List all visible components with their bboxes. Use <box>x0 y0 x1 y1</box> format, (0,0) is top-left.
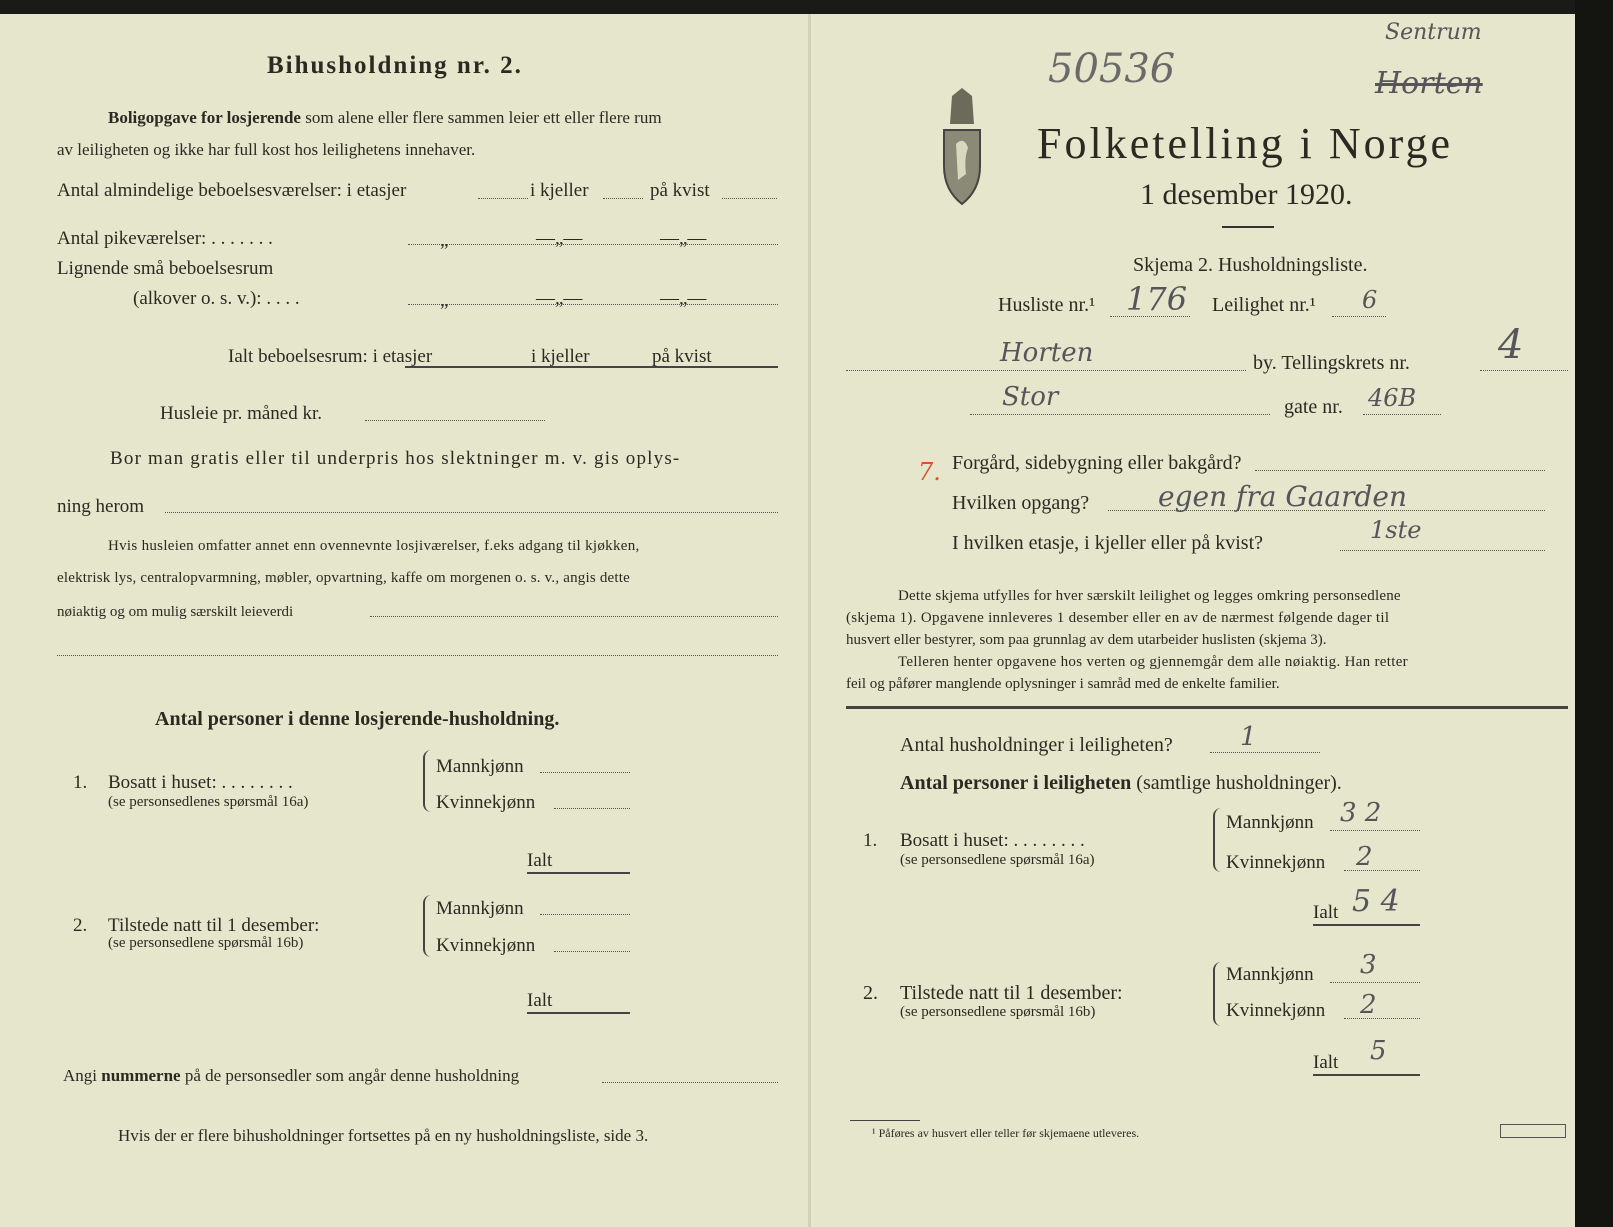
ialt-label: Ialt <box>527 850 553 871</box>
q2-mann-value: 3 <box>1360 950 1377 980</box>
info-text: Dette skjema utfylles for hver særskilt leilighet og legges omkring personsedlene <box>898 588 1401 604</box>
persons-heading-rest: (samtlige husholdninger). <box>1136 772 1342 794</box>
intro-text: som alene eller flere sammen leier ett eller flere rum <box>305 108 662 127</box>
hvis-text: nøiaktig og om mulig særskilt leieverdi <box>57 604 294 620</box>
norway-coat-of-arms-icon <box>940 86 984 206</box>
mann-label: Mannkjønn <box>1226 964 1314 985</box>
hvis-text: Hvis husleien omfatter annet enn ovennevnte losjiværelser, f.eks adgang til kjøkken, <box>108 538 640 554</box>
intro-line2: av leiligheten og ikke har full kost hos leilighetens innehaver. <box>57 140 476 159</box>
households-label: Antal husholdninger i leiligheten? <box>900 734 1173 756</box>
ditto: —„— <box>536 288 583 309</box>
q2-kvinne-value: 2 <box>1360 990 1377 1020</box>
kvinne-label: Kvinnekjønn <box>1226 852 1326 873</box>
street-value: Stor <box>1002 382 1059 412</box>
q2-sub: (se personsedlene spørsmål 16b) <box>900 1004 1096 1020</box>
q2-number: 2. <box>73 915 88 936</box>
mann-label: Mannkjønn <box>436 756 524 777</box>
angi-text: Angi <box>63 1066 97 1085</box>
left-title: Bihusholdning nr. 2. <box>267 52 523 79</box>
gratis-text: ning herom <box>57 496 145 517</box>
i-kjeller-label: i kjeller <box>531 346 590 367</box>
city-value: Horten <box>1000 338 1094 368</box>
hvis-text: elektrisk lys, centralopvarmning, møbler, opvartning, kaffe om morgenen o. s. v., angis dette <box>57 570 631 586</box>
gate-value: 46B <box>1368 384 1417 412</box>
etasje-value: 1ste <box>1370 516 1422 544</box>
info-text: feil og påfører manglende oplysninger i samråd med de enkelte familier. <box>846 676 1280 692</box>
pike-label: Antal pikeværelser: . . . . . . . <box>57 228 273 249</box>
archive-number: 50536 <box>1048 46 1176 92</box>
ditto: —„— <box>660 228 707 249</box>
printer-stamp <box>1500 1124 1566 1138</box>
ditto: —„— <box>660 288 707 309</box>
form-title: Folketelling i Norge <box>1037 119 1454 168</box>
persons-heading: Antal personer i leiligheten <box>900 772 1132 794</box>
info-text: husvert eller bestyrer, som paa grunnlag av dem utarbeider huslisten (skjema 3). <box>846 632 1327 648</box>
q1-label: Bosatt i huset: . . . . . . . . <box>108 772 293 793</box>
q2-label: Tilstede natt til 1 desember: <box>108 915 320 936</box>
left-footer: Hvis der er flere bihusholdninger fortsettes på en ny husholdningsliste, side 3. <box>118 1126 649 1145</box>
q1-mann-value: 3 2 <box>1340 798 1382 828</box>
ialt-label: Ialt <box>1313 1052 1339 1073</box>
mann-label: Mannkjønn <box>436 898 524 919</box>
ditto: —„— <box>536 228 583 249</box>
q2-sub: (se personsedlene spørsmål 16b) <box>108 935 304 951</box>
handwritten-crossed-out: Horten <box>1375 66 1483 101</box>
paa-kvist-label: på kvist <box>652 346 712 367</box>
small-rooms-label: Lignende små beboelsesrum <box>57 258 274 279</box>
krets-value: 4 <box>1498 322 1524 368</box>
rooms-label: Antal almindelige beboelsesværelser: i etasjer <box>57 180 407 201</box>
info-text: (skjema 1). Opgavene innleveres 1 desember eller en av de nærmest følgende dager til <box>846 610 1390 626</box>
gate-label: gate nr. <box>1284 396 1343 418</box>
q2-ialt-value: 5 <box>1370 1036 1387 1066</box>
q1-kvinne-value: 2 <box>1356 842 1373 872</box>
red-mark: 7. <box>918 458 941 486</box>
q1-ialt-value: 5 4 <box>1352 884 1400 919</box>
households-value: 1 <box>1240 722 1257 752</box>
schema-label: Skjema 2. Husholdningsliste. <box>1133 254 1368 276</box>
leilighet-value: 6 <box>1362 286 1378 314</box>
q2-number: 2. <box>863 982 878 1004</box>
q2-label: Tilstede natt til 1 desember: <box>900 982 1123 1004</box>
angi-text: på de personsedler som angår denne husholdning <box>184 1066 520 1085</box>
mann-label: Mannkjønn <box>1226 812 1314 833</box>
ialt-rooms-label: Ialt beboelsesrum: i etasjer <box>228 346 433 367</box>
ialt-label: Ialt <box>527 990 553 1011</box>
opgang-label: Hvilken opgang? <box>952 492 1090 514</box>
kvinne-label: Kvinnekjønn <box>436 792 536 813</box>
q1-sub: (se personsedlene spørsmål 16a) <box>900 852 1095 868</box>
persons-heading: Antal personer i denne losjerende-husholdning. <box>155 708 560 730</box>
scan-border-top <box>0 0 1613 14</box>
ditto: „ <box>440 230 449 251</box>
q1-label: Bosatt i huset: . . . . . . . . <box>900 830 1085 851</box>
footnote: ¹ Påføres av husvert eller teller før skjemaene utleveres. <box>872 1126 1140 1140</box>
husleie-label: Husleie pr. måned kr. <box>160 403 322 424</box>
q1-number: 1. <box>863 830 878 851</box>
q1-sub: (se personsedlenes spørsmål 16a) <box>108 794 309 810</box>
etasje-label: I hvilken etasje, i kjeller eller på kvist? <box>952 532 1263 554</box>
intro-bold: Boligopgave for losjerende <box>108 108 301 127</box>
gratis-text: Bor man gratis eller til underpris hos slektninger m. v. gis oplys- <box>110 448 681 469</box>
handwritten-district: Sentrum <box>1385 20 1482 45</box>
leilighet-label: Leilighet nr.¹ <box>1212 294 1316 316</box>
ialt-label: Ialt <box>1313 902 1339 923</box>
forgaard-label: Forgård, sidebygning eller bakgård? <box>952 452 1242 474</box>
kvinne-label: Kvinnekjønn <box>436 935 536 956</box>
i-kjeller-label: i kjeller <box>530 180 589 201</box>
opgang-value: egen fra Gaarden <box>1158 480 1408 513</box>
ditto: „ <box>440 290 449 311</box>
husliste-label: Husliste nr.¹ <box>998 294 1096 316</box>
kvinne-label: Kvinnekjønn <box>1226 1000 1326 1021</box>
info-text: Telleren henter opgavene hos verten og gjennemgår dem alle nøiaktig. Han retter <box>898 654 1408 670</box>
page-fold <box>808 14 811 1227</box>
by-label: by. Tellingskrets nr. <box>1253 352 1410 374</box>
form-date: 1 desember 1920. <box>1140 178 1353 211</box>
q1-number: 1. <box>73 772 88 793</box>
paa-kvist-label: på kvist <box>650 180 710 201</box>
alkover-label: (alkover o. s. v.): . . . . <box>133 288 300 309</box>
husliste-value: 176 <box>1126 280 1188 318</box>
scan-border-right <box>1575 0 1613 1227</box>
angi-bold: nummerne <box>101 1066 181 1085</box>
